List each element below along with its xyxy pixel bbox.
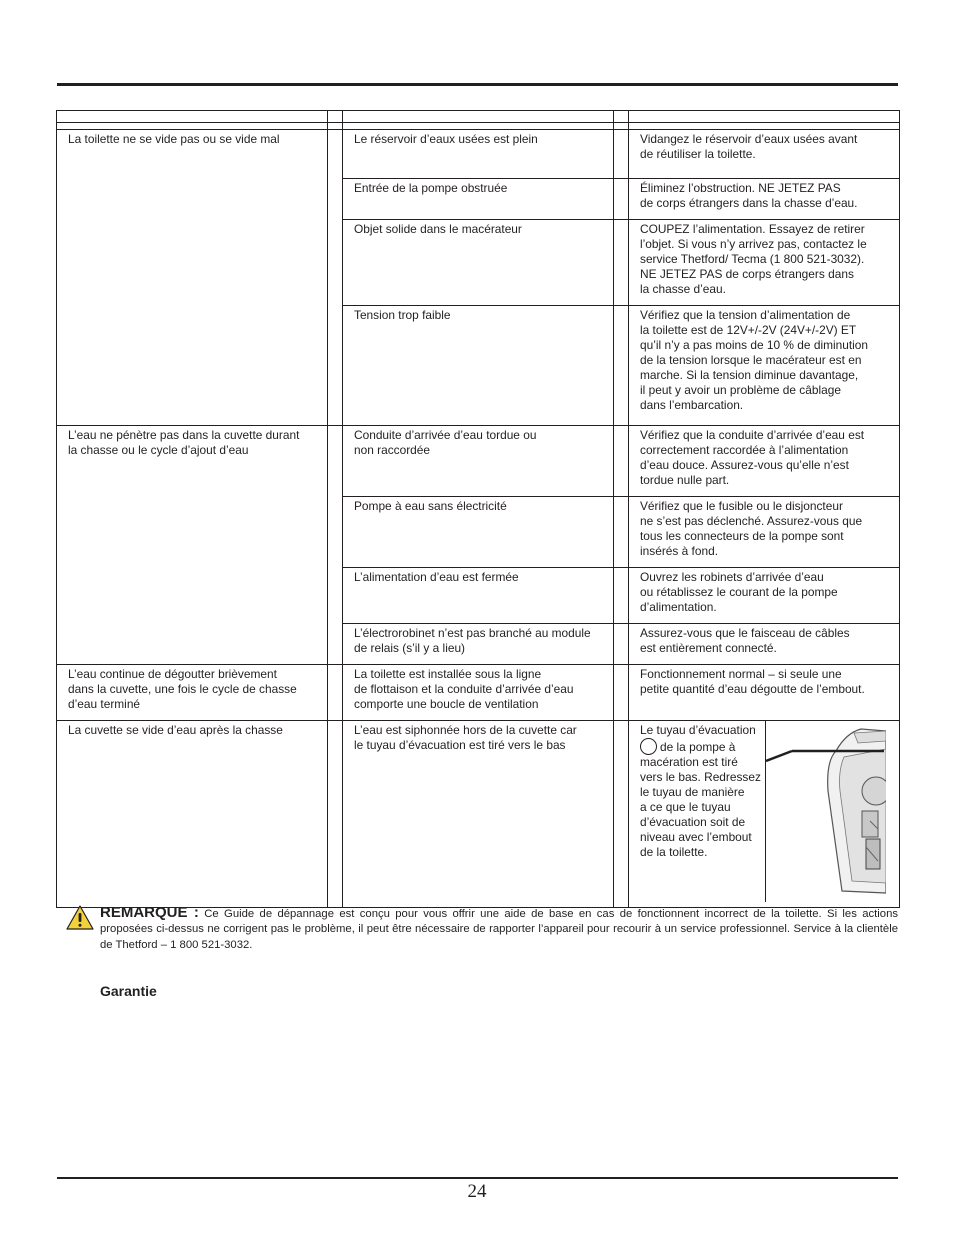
table-row bbox=[57, 721, 900, 908]
table-header-row bbox=[57, 111, 900, 123]
note-body: Ce Guide de dépannage est conçu pour vous offrir une aide de base en cas de fonctionnent incorrect de la toilette. Si les actions proposées ci-dessus ne corrigent pas le problème, il peut être nécessaire de rapporter l’appareil pour recourir à un service professionnel. Service à la clientèle de Thetford – 1 800 521-3032. bbox=[100, 908, 899, 951]
solution-text: Le tuyau d’évacuation de la pompe à macération est tiré vers le bas. Redressez le tuyau de manière a ce que le tuyau d’évacuation soit de niveau avec l’embout de la toilette. bbox=[629, 721, 766, 902]
solution-cell: Vérifiez que le fusible ou le disjoncteur ne s’est pas déclenché. Assurez-vous que tous les connecteurs de la pompe sont insérés à fond. bbox=[629, 497, 900, 568]
solution-cell: Vérifiez que la tension d’alimentation de la toilette est de 12V+/-2V (24V+/-2V) ET qu’il n’y a pas moins de 10 % de diminution de la tension lorsque le macérateur est en marche. Si la tension diminue davantage, il peut y avoir un problème de câblage dans l’embarcation. bbox=[629, 306, 900, 426]
cause-cell: La toilette est installée sous la ligne de flottaison et la conduite d’arrivée d’eau comporte une boucle de ventilation bbox=[343, 665, 614, 721]
page-number: 24 bbox=[467, 1181, 487, 1202]
section-heading-garantie: Garantie bbox=[100, 983, 157, 999]
cause-cell: Entrée de la pompe obstruée bbox=[343, 179, 614, 220]
solution-cell: Fonctionnement normal – si seule une petite quantité d’eau dégoutte de l’embout. bbox=[629, 665, 900, 721]
solution-cell: Ouvrez les robinets d’arrivée d’eau ou rétablissez le courant de la pompe d’alimentation. bbox=[629, 568, 900, 624]
note-label: REMARQUE : bbox=[100, 904, 199, 921]
problem-cell: L’eau ne pénètre pas dans la cuvette durant la chasse ou le cycle d’ajout d’eau bbox=[57, 426, 328, 665]
cause-cell: L’alimentation d’eau est fermée bbox=[343, 568, 614, 624]
solution-cell: Éliminez l’obstruction. NE JETEZ PAS de corps étrangers dans la chasse d’eau. bbox=[629, 179, 900, 220]
warning-icon bbox=[66, 905, 94, 936]
toilet-pump-icon bbox=[766, 721, 886, 902]
cause-cell: Tension trop faible bbox=[343, 306, 614, 426]
toilet-drain-illustration bbox=[766, 721, 899, 902]
top-rule bbox=[57, 83, 898, 86]
cause-cell: L’électrorobinet n’est pas branché au module de relais (s’il y a lieu) bbox=[343, 624, 614, 665]
table-subheader-row bbox=[57, 123, 900, 130]
note-paragraph bbox=[100, 905, 898, 953]
solution-cell bbox=[629, 721, 900, 908]
troubleshooting-table bbox=[56, 110, 900, 908]
solution-cell: Vérifiez que la conduite d’arrivée d’eau est correctement raccordée à l’alimentation d’eau douce. Assurez-vous qu’elle n’est tordue nulle part. bbox=[629, 426, 900, 497]
cause-cell: Pompe à eau sans électricité bbox=[343, 497, 614, 568]
cause-cell: Objet solide dans le macérateur bbox=[343, 220, 614, 306]
table-row bbox=[57, 426, 900, 497]
cause-cell: L’eau est siphonnée hors de la cuvette car le tuyau d’évacuation est tiré vers le bas bbox=[343, 721, 614, 908]
callout-circle-icon bbox=[640, 738, 657, 755]
problem-cell: L’eau continue de dégoutter brièvement dans la cuvette, une fois le cycle de chasse d’eau terminé bbox=[57, 665, 328, 721]
solution-cell: Assurez-vous que le faisceau de câbles est entièrement connecté. bbox=[629, 624, 900, 665]
solution-cell: Vidangez le réservoir d’eaux usées avant de réutiliser la toilette. bbox=[629, 130, 900, 179]
bottom-rule bbox=[57, 1177, 898, 1179]
solution-cell: COUPEZ l’alimentation. Essayez de retirer l’objet. Si vous n’y arrivez pas, contactez le service Thetford/ Tecma (1 800 521-3032). NE JETEZ PAS de corps étrangers dans la chasse d’eau. bbox=[629, 220, 900, 306]
cause-cell: Le réservoir d’eaux usées est plein bbox=[343, 130, 614, 179]
table-row bbox=[57, 665, 900, 721]
table-row bbox=[57, 130, 900, 179]
cause-cell: Conduite d’arrivée d’eau tordue ou non raccordée bbox=[343, 426, 614, 497]
problem-cell: La toilette ne se vide pas ou se vide mal bbox=[57, 130, 328, 426]
problem-cell: La cuvette se vide d’eau après la chasse bbox=[57, 721, 328, 908]
